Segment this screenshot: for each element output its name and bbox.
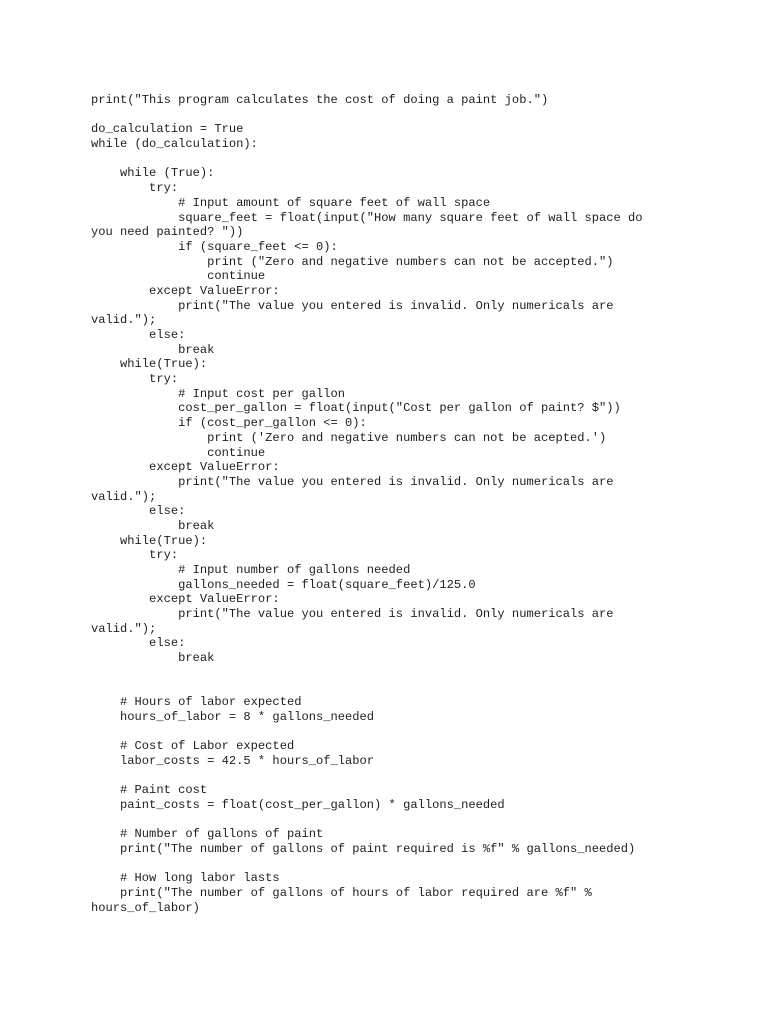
code-line: # Input number of gallons needed — [91, 563, 411, 577]
code-line: valid."); — [91, 489, 157, 504]
code-line: square_feet = float(input("How many square feet of wall space do — [91, 210, 643, 225]
code-line — [91, 725, 691, 740]
code-line: you need painted? ")) — [91, 225, 244, 240]
code-line: # Cost of Labor expected — [91, 739, 295, 754]
code-line: # How long labor lasts — [91, 871, 280, 886]
code-line: else: — [91, 636, 186, 651]
code-line: else: — [91, 504, 186, 519]
code-line: else: — [91, 328, 186, 342]
code-line: if (cost_per_gallon <= 0): — [91, 416, 367, 431]
code-line: print ('Zero and negative numbers can not be acepted.') — [91, 430, 607, 445]
code-line — [91, 152, 691, 167]
code-line: print("The value you entered is invalid. Only numericals are — [91, 474, 614, 489]
code-line — [91, 813, 691, 828]
code-line — [91, 769, 691, 784]
code-line: labor_costs = 42.5 * hours_of_labor — [91, 753, 375, 768]
code-line: print("The number of gallons of paint required is %f" % gallons_needed) — [91, 842, 636, 857]
code-line: while (True): — [91, 166, 215, 181]
code-line: # Input amount of square feet of wall space — [91, 195, 491, 210]
code-line: print("The number of gallons of hours of labor required are %f" % — [91, 886, 592, 901]
code-line: break — [91, 342, 215, 357]
code-line: while(True): — [91, 357, 208, 372]
code-listing — [91, 93, 691, 916]
code-line — [91, 681, 691, 696]
code-line: break — [91, 518, 215, 533]
code-line: continue — [91, 269, 266, 284]
code-line: except ValueError: — [91, 460, 280, 475]
code-line: print("This program calculates the cost of doing a paint job.") — [91, 93, 549, 107]
code-line: while (do_calculation): — [91, 137, 258, 152]
code-line: # Number of gallons of paint — [91, 827, 324, 842]
code-line: hours_of_labor) — [91, 900, 200, 915]
code-line — [91, 857, 691, 872]
code-line: do_calculation = True — [91, 122, 244, 137]
code-line: except ValueError: — [91, 283, 280, 298]
code-line: print ("Zero and negative numbers can not be accepted.") — [91, 254, 614, 269]
code-line: valid."); — [91, 621, 157, 636]
code-line: paint_costs = float(cost_per_gallon) * gallons_needed — [91, 798, 505, 812]
code-line: # Hours of labor expected — [91, 695, 302, 710]
code-line: gallons_needed = float(square_feet)/125.0 — [91, 577, 476, 592]
code-line: hours_of_labor = 8 * gallons_needed — [91, 709, 375, 724]
code-line — [91, 666, 691, 681]
code-line: try: — [91, 181, 179, 196]
code-line: valid."); — [91, 313, 157, 328]
code-line: print("The value you entered is invalid. Only numericals are — [91, 298, 614, 313]
code-line: while(True): — [91, 533, 208, 548]
code-line: print("The value you entered is invalid. Only numericals are — [91, 607, 614, 622]
code-line: cost_per_gallon = float(input("Cost per gallon of paint? $")) — [91, 401, 621, 416]
code-line: except ValueError: — [91, 592, 280, 607]
code-line: break — [91, 651, 215, 666]
code-line: if (square_feet <= 0): — [91, 239, 338, 254]
code-line: # Input cost per gallon — [91, 386, 346, 401]
code-line: try: — [91, 548, 179, 563]
code-line — [91, 108, 691, 123]
code-line: try: — [91, 372, 179, 387]
code-line: # Paint cost — [91, 783, 208, 798]
code-line: continue — [91, 445, 266, 460]
